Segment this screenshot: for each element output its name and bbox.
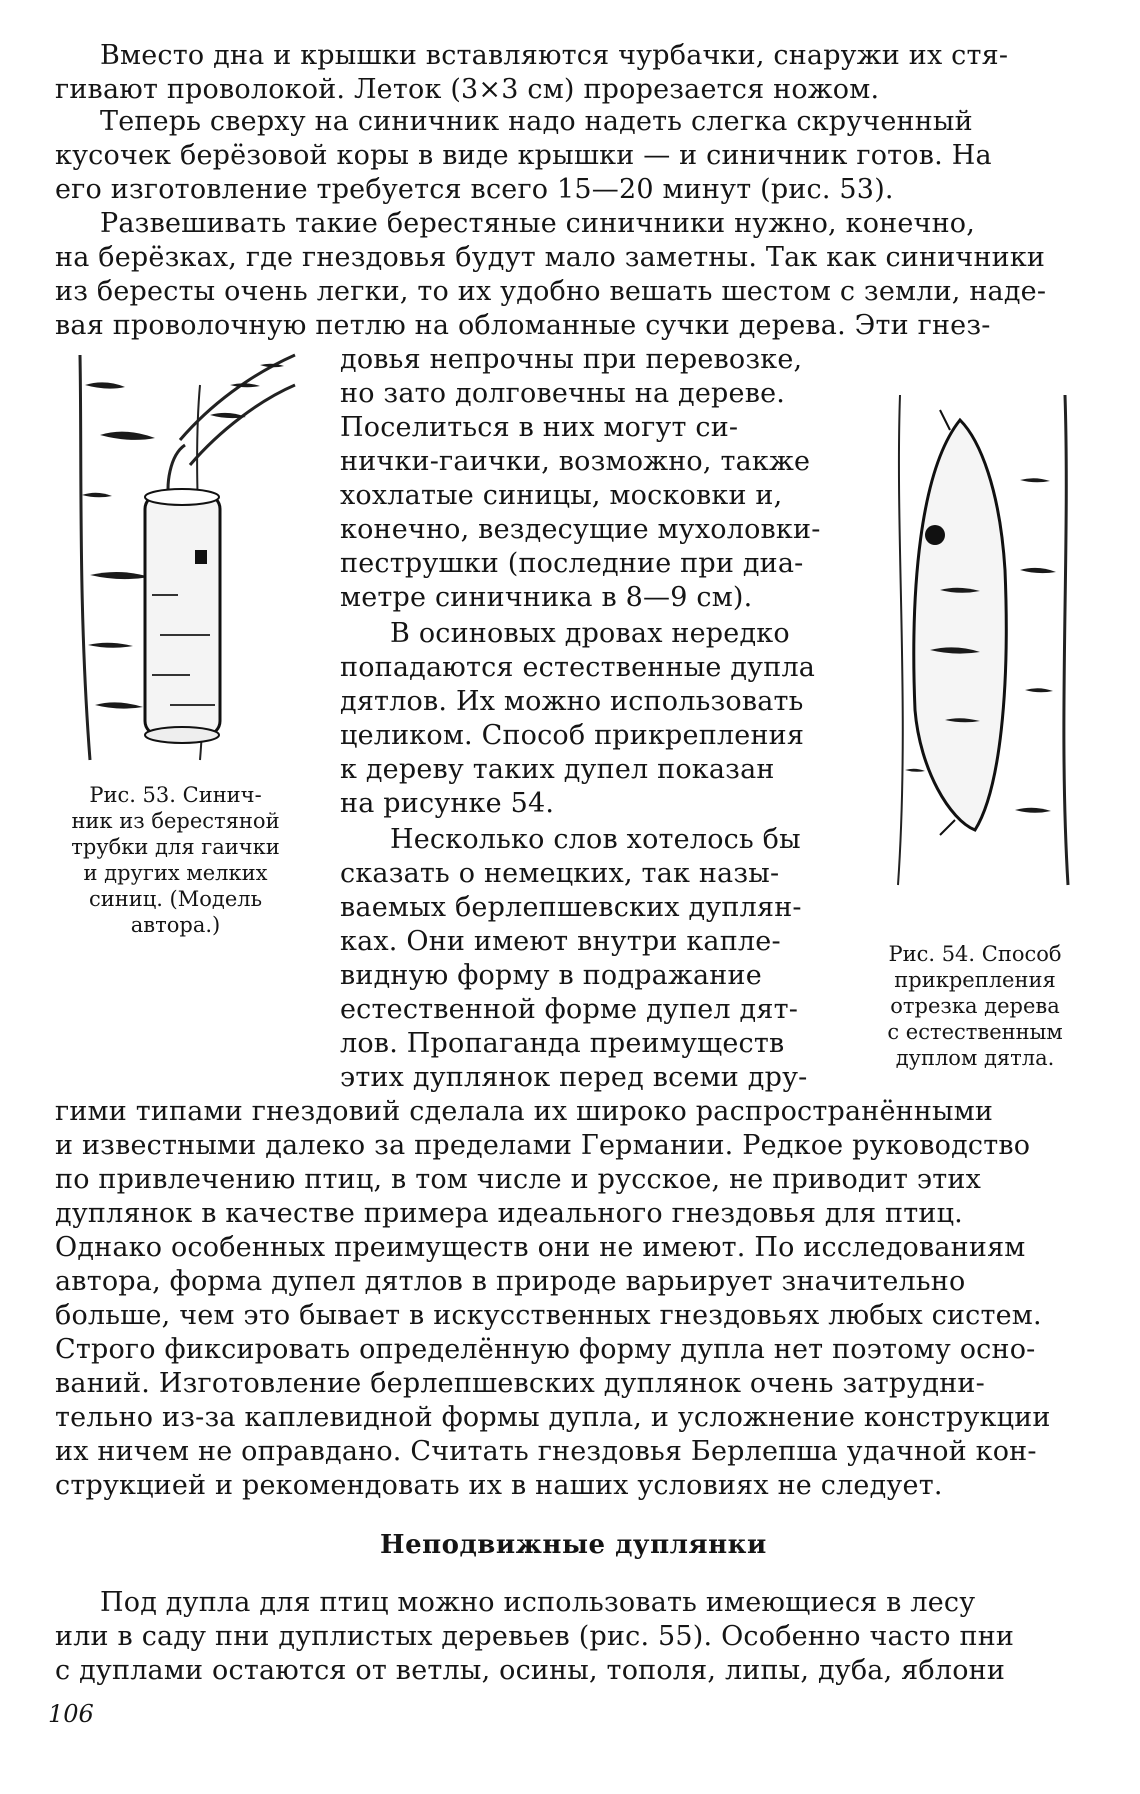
text-line: больше, чем это бывает в искусственных гнездовьях любых систем.: [55, 1300, 1042, 1331]
text-line: сказать о немецких, так назы-: [340, 858, 780, 889]
text-line: кусочек берёзовой коры в виде крышки — и синичник готов. На: [55, 140, 992, 171]
text-line: но зато долговечны на дереве.: [340, 378, 786, 409]
text-line: Однако особенных преимуществ они не имеют. По исследованиям: [55, 1232, 1026, 1263]
text-line: на берёзках, где гнездовья будут мало заметны. Так как синичники: [55, 242, 1046, 273]
figure-53-caption: трубки для гаички: [71, 835, 280, 859]
text-line: довья непрочны при перевозке,: [340, 344, 803, 375]
figure-54-caption: дуплом дятла.: [895, 1046, 1055, 1070]
text-line: попадаются естественные дупла: [340, 652, 816, 683]
figure-53-caption: и других мелких: [83, 861, 268, 885]
text-line: нички-гаички, возможно, также: [340, 446, 811, 477]
text-line: дятлов. Их можно использовать: [340, 686, 804, 717]
text-line: Развешивать такие берестяные синичники нужно, конечно,: [100, 208, 976, 239]
figure-53-caption: автора.): [130, 913, 221, 937]
text-line: хохлатые синицы, московки и,: [340, 480, 783, 511]
text-line: этих дуплянок перед всеми дру-: [340, 1062, 808, 1093]
text-line: ваемых берлепшевских дуплян-: [340, 892, 802, 923]
section-heading: Неподвижные дуплянки: [380, 1530, 767, 1560]
text-line: и известными далеко за пределами Германии. Редкое руководство: [55, 1130, 1031, 1161]
text-line: по привлечению птиц, в том числе и русское, не приводит этих: [55, 1164, 982, 1195]
text-line: Теперь сверху на синичник надо надеть слегка скрученный: [100, 106, 973, 137]
text-line: вая проволочную петлю на обломанные сучки дерева. Эти гнез-: [55, 310, 991, 341]
text-line: струкцией и рекомендовать их в наших условиях не следует.: [55, 1470, 943, 1501]
text-line: их ничем не оправдано. Считать гнездовья Берлепша удачной кон-: [55, 1436, 1037, 1467]
figure-53-caption: синиц. (Модель: [88, 887, 263, 911]
text-line: пеструшки (последние при диа-: [340, 548, 804, 579]
text-line: естественной форме дупел дят-: [340, 994, 799, 1025]
text-line: Строго фиксировать определённую форму дупла нет поэтому осно-: [55, 1334, 1036, 1365]
page-number: 106: [48, 1700, 94, 1728]
text-line: ваний. Изготовление берлепшевских дуплянок очень затрудни-: [55, 1368, 985, 1399]
text-line: его изготовление требуется всего 15—20 минут (рис. 53).: [55, 174, 894, 205]
figure-53-illustration: [60, 345, 300, 765]
text-line: с дуплами остаются от ветлы, осины, тополя, липы, дуба, яблони: [55, 1655, 1006, 1686]
figure-54-caption: отрезка дерева: [890, 994, 1060, 1018]
text-line: тельно из-за каплевидной формы дупла, и усложнение конструкции: [55, 1402, 1051, 1433]
figure-54-caption: прикрепления: [894, 968, 1056, 992]
text-line: ках. Они имеют внутри капле-: [340, 926, 781, 957]
text-line: Вместо дна и крышки вставляются чурбачки, снаружи их стя-: [100, 40, 1009, 71]
figure-53-caption: Рис. 53. Синич-: [89, 783, 262, 807]
figure-54-caption: Рис. 54. Способ: [888, 942, 1062, 966]
text-line: к дереву таких дупел показан: [340, 754, 775, 785]
text-line: Несколько слов хотелось бы: [390, 824, 801, 855]
text-line: метре синичника в 8—9 см).: [340, 582, 753, 613]
text-line: на рисунке 54.: [340, 788, 555, 819]
text-line: целиком. Способ прикрепления: [340, 720, 805, 751]
text-line: видную форму в подражание: [340, 960, 762, 991]
text-line: Под дупла для птиц можно использовать имеющиеся в лесу: [100, 1587, 976, 1618]
text-line: или в саду пни дуплистых деревьев (рис. 55). Особенно часто пни: [55, 1621, 1015, 1652]
text-line: конечно, вездесущие мухоловки-: [340, 514, 821, 545]
text-line: гими типами гнездовий сделала их широко распространёнными: [55, 1096, 994, 1127]
text-line: из бересты очень легки, то их удобно вешать шестом с земли, наде-: [55, 276, 1047, 307]
text-line: автора, форма дупел дятлов в природе варьирует значительно: [55, 1266, 966, 1297]
text-line: лов. Пропаганда преимуществ: [340, 1028, 785, 1059]
figure-54-illustration: [880, 390, 1080, 890]
figure-54-caption: с естественным: [887, 1020, 1063, 1044]
text-line: В осиновых дровах нередко: [390, 618, 790, 649]
text-line: Поселиться в них могут си-: [340, 412, 739, 443]
figure-53-caption: ник из берестяной: [71, 809, 280, 833]
text-line: дуплянок в качестве примера идеального гнездовья для птиц.: [55, 1198, 963, 1229]
text-line: гивают проволокой. Леток (3×3 см) прорезается ножом.: [55, 74, 880, 105]
